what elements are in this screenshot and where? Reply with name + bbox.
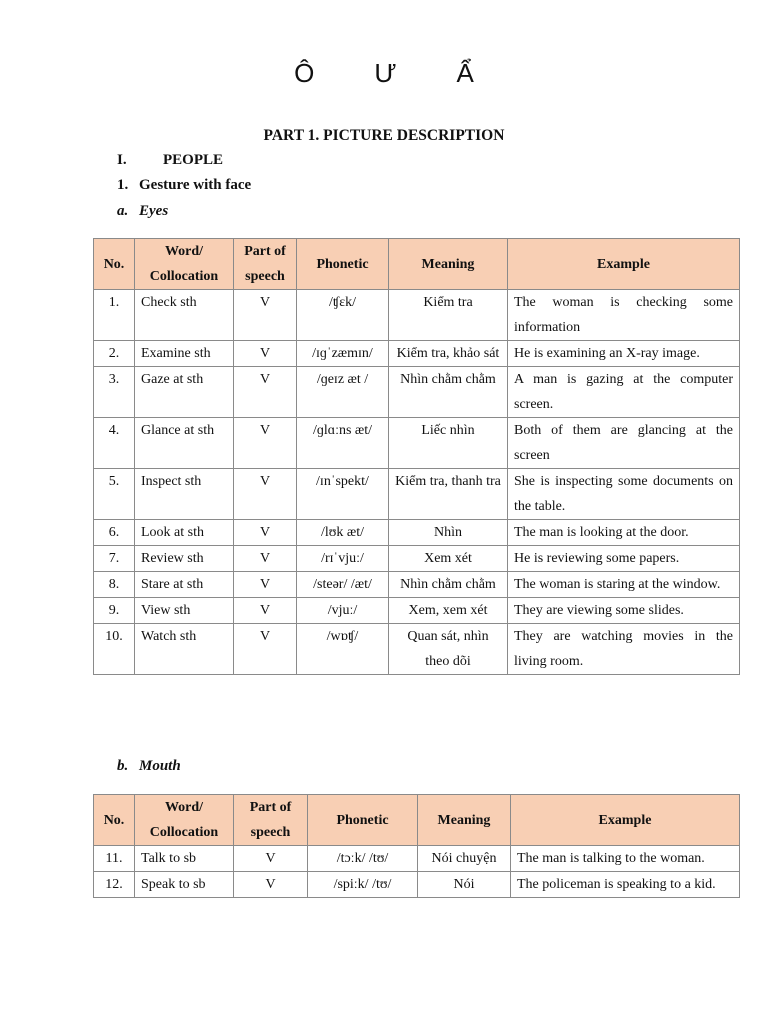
mouth-label: Mouth: [139, 758, 181, 774]
row-number: 3.: [94, 367, 135, 418]
header-letter: Ô: [294, 58, 315, 88]
table-row: [94, 872, 740, 898]
row-number: 5.: [94, 469, 135, 520]
subsection-label: Gesture with face: [139, 177, 252, 193]
row-example: She is inspecting some documents on the table.: [508, 469, 740, 520]
row-number: 1.: [94, 290, 135, 341]
row-part-of-speech: V: [234, 418, 297, 469]
row-part-of-speech: V: [234, 572, 297, 598]
table-row: [94, 846, 740, 872]
row-part-of-speech: V: [234, 546, 297, 572]
row-meaning: Xem, xem xét: [389, 598, 508, 624]
table-row: [94, 598, 740, 624]
row-number: 7.: [94, 546, 135, 572]
row-meaning: Nhìn chằm chằm: [389, 572, 508, 598]
header-no: No.: [94, 795, 135, 846]
subsection-number: 1.: [117, 177, 129, 193]
row-meaning: Nói chuyện: [418, 846, 511, 872]
section-heading: [117, 152, 223, 169]
header-letter: Ư: [374, 58, 397, 88]
row-example: They are watching movies in the living room.: [508, 624, 740, 675]
row-example: The woman is checking some information: [508, 290, 740, 341]
table-row: [94, 418, 740, 469]
section-label: PEOPLE: [163, 152, 224, 168]
header-letter: Ẩ: [456, 58, 474, 88]
row-phonetic: /steər/ /æt/: [297, 572, 389, 598]
eyes-letter: a.: [117, 203, 129, 219]
header-example: Example: [508, 239, 740, 290]
mouth-vocab-table: [93, 794, 740, 898]
row-phonetic: /vjuː/: [297, 598, 389, 624]
table-row: [94, 546, 740, 572]
header-pos: Part of speech: [234, 795, 308, 846]
row-example: The man is talking to the woman.: [511, 846, 740, 872]
row-phonetic: /ɪnˈspekt/: [297, 469, 389, 520]
table-row: [94, 367, 740, 418]
header-word: Word/ Collocation: [135, 239, 234, 290]
row-meaning: Liếc nhìn: [389, 418, 508, 469]
row-number: 11.: [94, 846, 135, 872]
row-example: Both of them are glancing at the screen: [508, 418, 740, 469]
row-word: Speak to sb: [135, 872, 234, 898]
table-row: [94, 290, 740, 341]
row-example: The man is looking at the door.: [508, 520, 740, 546]
eyes-vocab-table: [93, 238, 740, 675]
row-example: He is reviewing some papers.: [508, 546, 740, 572]
row-word: Stare at sth: [135, 572, 234, 598]
row-number: 4.: [94, 418, 135, 469]
row-phonetic: /ɡlɑːns æt/: [297, 418, 389, 469]
subsection-heading: [117, 177, 251, 194]
row-part-of-speech: V: [234, 624, 297, 675]
row-word: View sth: [135, 598, 234, 624]
row-word: Review sth: [135, 546, 234, 572]
header-phonetic: Phonetic: [297, 239, 389, 290]
row-number: 8.: [94, 572, 135, 598]
row-part-of-speech: V: [234, 872, 308, 898]
row-phonetic: /ɪɡˈzæmɪn/: [297, 341, 389, 367]
row-phonetic: /ɡeɪz æt /: [297, 367, 389, 418]
row-number: 10.: [94, 624, 135, 675]
row-phonetic: /ʧɛk/: [297, 290, 389, 341]
row-example: He is examining an X-ray image.: [508, 341, 740, 367]
row-word: Look at sth: [135, 520, 234, 546]
row-phonetic: /lʊk æt/: [297, 520, 389, 546]
row-word: Watch sth: [135, 624, 234, 675]
header-word: Word/ Collocation: [135, 795, 234, 846]
row-example: The woman is staring at the window.: [508, 572, 740, 598]
row-phonetic: /rɪˈvjuː/: [297, 546, 389, 572]
row-word: Check sth: [135, 290, 234, 341]
row-meaning: Kiểm tra, khảo sát: [389, 341, 508, 367]
row-meaning: Nhìn: [389, 520, 508, 546]
row-word: Talk to sb: [135, 846, 234, 872]
row-number: 9.: [94, 598, 135, 624]
table-row: [94, 469, 740, 520]
row-part-of-speech: V: [234, 520, 297, 546]
table-row: [94, 520, 740, 546]
header-no: No.: [94, 239, 135, 290]
eyes-heading: [117, 203, 168, 220]
row-phonetic: /tɔːk/ /tʊ/: [308, 846, 418, 872]
row-example: A man is gazing at the computer screen.: [508, 367, 740, 418]
row-word: Gaze at sth: [135, 367, 234, 418]
row-number: 6.: [94, 520, 135, 546]
table-row: [94, 624, 740, 675]
header-phonetic: Phonetic: [308, 795, 418, 846]
row-part-of-speech: V: [234, 341, 297, 367]
mouth-heading: [117, 758, 181, 775]
table-row: [94, 341, 740, 367]
row-part-of-speech: V: [234, 846, 308, 872]
table-header-row: [94, 795, 740, 846]
header-meaning: Meaning: [418, 795, 511, 846]
row-word: Glance at sth: [135, 418, 234, 469]
row-part-of-speech: V: [234, 367, 297, 418]
row-meaning: Kiểm tra, thanh tra: [389, 469, 508, 520]
row-meaning: Xem xét: [389, 546, 508, 572]
table-header-row: [94, 239, 740, 290]
header-letters: [0, 58, 768, 89]
row-meaning: Kiểm tra: [389, 290, 508, 341]
mouth-letter: b.: [117, 758, 129, 774]
row-meaning: Nói: [418, 872, 511, 898]
part-title: PART 1. PICTURE DESCRIPTION: [263, 127, 505, 144]
header-meaning: Meaning: [389, 239, 508, 290]
row-phonetic: /wɒʧ/: [297, 624, 389, 675]
row-number: 12.: [94, 872, 135, 898]
eyes-label: Eyes: [139, 203, 169, 219]
row-word: Examine sth: [135, 341, 234, 367]
section-number: I.: [117, 152, 127, 168]
row-phonetic: /spiːk/ /tʊ/: [308, 872, 418, 898]
table-row: [94, 572, 740, 598]
row-part-of-speech: V: [234, 290, 297, 341]
row-part-of-speech: V: [234, 598, 297, 624]
row-meaning: Nhìn chằm chằm: [389, 367, 508, 418]
row-example: They are viewing some slides.: [508, 598, 740, 624]
row-example: The policeman is speaking to a kid.: [511, 872, 740, 898]
row-meaning: Quan sát, nhìn theo dõi: [389, 624, 508, 675]
row-part-of-speech: V: [234, 469, 297, 520]
row-number: 2.: [94, 341, 135, 367]
header-pos: Part of speech: [234, 239, 297, 290]
header-example: Example: [511, 795, 740, 846]
row-word: Inspect sth: [135, 469, 234, 520]
